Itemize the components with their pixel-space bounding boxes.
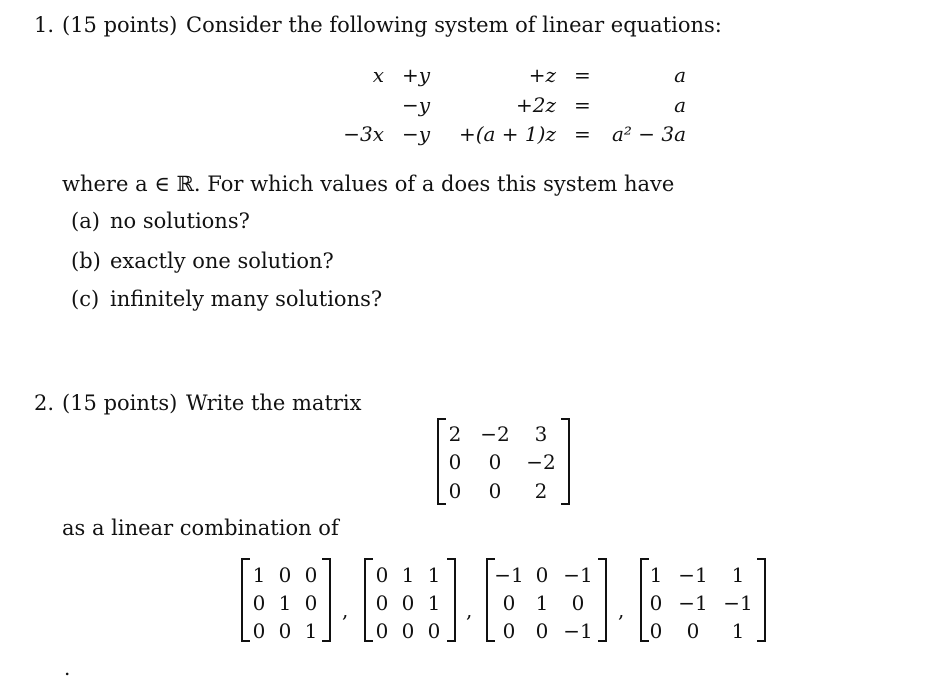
eq1-term-x: x bbox=[372, 63, 384, 87]
matrix-cell: 0 bbox=[502, 591, 516, 615]
part-c-text: infinitely many solutions? bbox=[110, 287, 383, 311]
matrix-cell: 0 bbox=[375, 619, 389, 643]
matrix-cell: 1 bbox=[427, 563, 441, 587]
matrix-cell: 1 bbox=[278, 591, 292, 615]
matrix-cell: 0 bbox=[375, 563, 389, 587]
matrix-cell: 3 bbox=[534, 422, 548, 446]
matrix-cell: 0 bbox=[304, 591, 318, 615]
problem-2-number: 2. bbox=[34, 391, 55, 415]
matrix-cell: 1 bbox=[401, 563, 415, 587]
matrix-cell: 0 bbox=[535, 563, 549, 587]
problem-1-number: 1. bbox=[34, 13, 55, 37]
matrix-cell: 1 bbox=[731, 563, 745, 587]
matrix-cell: −1 bbox=[678, 563, 708, 587]
matrix-cell: −1 bbox=[723, 591, 753, 615]
matrix-cell: 1 bbox=[252, 563, 266, 587]
matrix-cell: −1 bbox=[563, 619, 593, 643]
eq2-rhs: a bbox=[674, 93, 686, 117]
separator-comma: , bbox=[618, 598, 625, 622]
matrix-cell: −1 bbox=[494, 563, 524, 587]
matrix-cell: 2 bbox=[534, 479, 548, 503]
matrix-cell: 0 bbox=[252, 591, 266, 615]
matrix-cell: 0 bbox=[649, 619, 663, 643]
eq1-term-y: +y bbox=[402, 63, 431, 87]
matrix-cell: 0 bbox=[448, 479, 462, 503]
target-matrix-right-bracket bbox=[561, 418, 570, 505]
matrix-cell: 0 bbox=[571, 591, 585, 615]
eq3-rhs: a² − 3a bbox=[611, 122, 686, 146]
basis-matrix-4-right-bracket bbox=[757, 558, 766, 642]
matrix-cell: 0 bbox=[488, 479, 502, 503]
eq3-term-x: −3x bbox=[343, 122, 384, 146]
eq1-rhs: a bbox=[674, 63, 686, 87]
eq3-equals: = bbox=[574, 122, 591, 146]
eq2-term-z: +2z bbox=[515, 93, 556, 117]
basis-matrix-1-right-bracket bbox=[322, 558, 331, 642]
problem-1-points: (15 points) bbox=[62, 13, 178, 37]
eq3-term-y: −y bbox=[402, 122, 431, 146]
problem-1-question: where a ∈ ℝ. For which values of a does this system have bbox=[62, 172, 675, 196]
matrix-cell: −2 bbox=[526, 450, 556, 474]
matrix-cell: 0 bbox=[401, 619, 415, 643]
matrix-cell: −2 bbox=[480, 422, 510, 446]
matrix-cell: 2 bbox=[448, 422, 462, 446]
separator-comma: , bbox=[342, 598, 349, 622]
matrix-cell: 1 bbox=[649, 563, 663, 587]
eq2-equals: = bbox=[574, 93, 591, 117]
matrix-cell: −1 bbox=[678, 591, 708, 615]
part-a-label: (a) bbox=[71, 209, 100, 233]
problem-2-points: (15 points) bbox=[62, 391, 178, 415]
matrix-cell: 0 bbox=[502, 619, 516, 643]
matrix-cell: 0 bbox=[375, 591, 389, 615]
matrix-cell: 0 bbox=[401, 591, 415, 615]
eq1-term-z: +z bbox=[528, 63, 556, 87]
eq2-term-y: −y bbox=[402, 93, 431, 117]
basis-matrix-3-right-bracket bbox=[598, 558, 607, 642]
matrix-cell: 0 bbox=[448, 450, 462, 474]
separator-comma: , bbox=[466, 598, 473, 622]
part-b-label: (b) bbox=[71, 249, 101, 273]
eq1-equals: = bbox=[574, 63, 591, 87]
matrix-cell: 1 bbox=[731, 619, 745, 643]
matrix-cell: 1 bbox=[535, 591, 549, 615]
matrix-cell: 1 bbox=[427, 591, 441, 615]
matrix-cell: 0 bbox=[252, 619, 266, 643]
matrix-cell: 0 bbox=[488, 450, 502, 474]
matrix-cell: −1 bbox=[563, 563, 593, 587]
matrix-cell: 0 bbox=[535, 619, 549, 643]
matrix-cell: 0 bbox=[649, 591, 663, 615]
matrix-cell: 0 bbox=[304, 563, 318, 587]
matrix-cell: 0 bbox=[278, 619, 292, 643]
part-c-label: (c) bbox=[71, 287, 100, 311]
part-b-text: exactly one solution? bbox=[110, 249, 334, 273]
part-a-text: no solutions? bbox=[110, 209, 250, 233]
matrix-cell: 0 bbox=[278, 563, 292, 587]
trailing-mark: . bbox=[64, 656, 71, 680]
matrix-cell: 1 bbox=[304, 619, 318, 643]
problem-2-intro: Write the matrix bbox=[186, 391, 362, 415]
matrix-cell: 0 bbox=[686, 619, 700, 643]
matrix-cell: 0 bbox=[427, 619, 441, 643]
problem-1-intro: Consider the following system of linear equations: bbox=[186, 13, 722, 37]
combination-text: as a linear combination of bbox=[62, 516, 339, 540]
basis-matrix-2-right-bracket bbox=[447, 558, 456, 642]
eq3-term-z: +(a + 1)z bbox=[458, 122, 556, 146]
